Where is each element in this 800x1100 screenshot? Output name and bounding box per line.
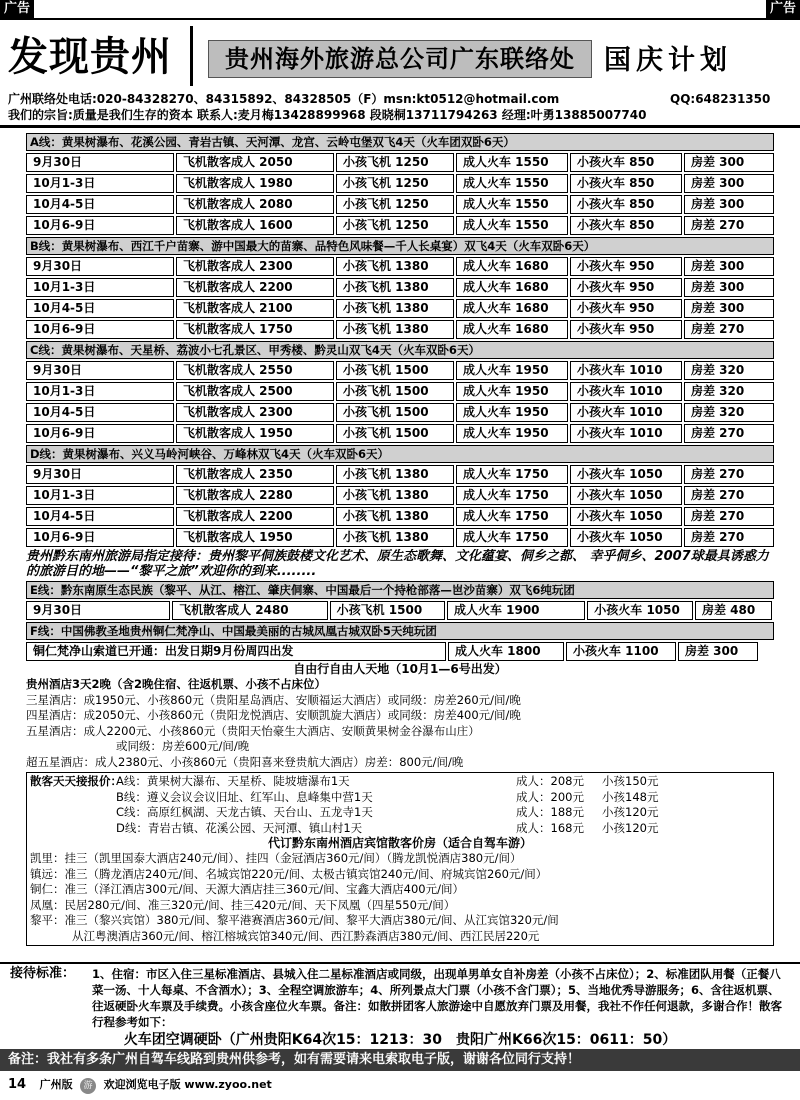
agency-title: 代订黔东南州酒店宾馆散客价房（适合自驾车游） — [267, 836, 532, 850]
price-row — [26, 486, 774, 505]
price-cell: 飞机散客成人 2300 — [176, 403, 334, 422]
price-cell: 飞机散客成人 2350 — [176, 465, 334, 484]
price-cell: 小孩火车 1050 — [570, 528, 682, 547]
price-cell: 小孩火车 1050 — [587, 601, 693, 620]
hotel-line: 超五星酒店：成人2380元、小孩860元（贵阳喜来登贵航大酒店）房差：800元/间/晚 — [26, 754, 464, 769]
price-cell: 成人火车 1680 — [456, 320, 568, 339]
guest-row — [30, 821, 770, 837]
agency-line: 从江粤澳酒店360元/间、榕江榕城宾馆340元/间、西江黔森酒店380元/间、西江民居220元 — [72, 928, 540, 943]
price-cell: 成人火车 1680 — [456, 278, 568, 297]
route-title: D线：黄果树瀑布、兴义马岭河峡谷、万峰林双飞4天（火车双卧6天） — [26, 445, 774, 463]
price-row — [26, 507, 774, 526]
price-row — [26, 361, 774, 380]
guest-adult-price: 成人：208元 — [516, 774, 584, 788]
price-cell: 10月1-3日 — [26, 174, 174, 193]
price-cell: 飞机散客成人 2200 — [176, 278, 334, 297]
agency-line: 铜仁：准三（泽江酒店300元/间、天源大酒店挂三360元/间、宝鑫大酒店400元/间） — [30, 882, 464, 896]
price-cell: 房差 270 — [684, 507, 774, 526]
price-row — [26, 216, 774, 235]
price-cell: 成人火车 1750 — [456, 486, 568, 505]
price-cell: 小孩飞机 1380 — [336, 528, 454, 547]
price-cell: 小孩火车 950 — [570, 257, 682, 276]
price-row — [26, 195, 774, 214]
price-cell: 飞机散客成人 1950 — [176, 528, 334, 547]
logo-badge-icon: 游 — [80, 1078, 96, 1094]
price-cell: 成人火车 1550 — [456, 195, 568, 214]
standards-label: 接待标准： — [10, 966, 76, 981]
price-row — [26, 299, 774, 318]
price-cell: 成人火车 1950 — [456, 424, 568, 443]
website-slogan: 欢迎浏览电子版 www.zyoo.net — [103, 1078, 272, 1091]
price-cell: 10月4-5日 — [26, 507, 174, 526]
price-cell: 房差 300 — [684, 174, 774, 193]
hotel-line: 三星酒店：成1950元、小孩860元（贵阳星岛酒店、安顺福运大酒店）或同级：房差260元/间/晚 — [26, 692, 521, 707]
price-cell: 小孩飞机 1380 — [336, 278, 454, 297]
price-cell: 成人火车 1750 — [456, 507, 568, 526]
guest-child-price: 小孩120元 — [602, 805, 659, 819]
price-cell: 房差 300 — [684, 257, 774, 276]
hotel-title: 贵州酒店3天2晚（含2晚住宿、往返机票、小孩不占床位） — [26, 677, 327, 691]
price-cell: 10月6-9日 — [26, 528, 174, 547]
contact-line-1 — [8, 91, 771, 107]
price-cell: 小孩飞机 1380 — [336, 465, 454, 484]
price-cell: 小孩飞机 1380 — [336, 320, 454, 339]
price-cell: 成人火车 1750 — [456, 465, 568, 484]
price-cell: 小孩飞机 1250 — [336, 195, 454, 214]
price-row — [26, 278, 774, 297]
price-cell: 铜仁梵净山索道已开通：出发日期9月份周四出发 — [26, 642, 446, 661]
guest-tour: C线：高原红枫湖、天龙古镇、天台山、五龙寺1天 — [116, 805, 373, 819]
price-cell: 小孩火车 850 — [570, 174, 682, 193]
guest-row — [30, 805, 770, 821]
guest-label — [30, 821, 116, 837]
price-cell: 小孩火车 950 — [570, 278, 682, 297]
guest-child-price: 小孩150元 — [602, 774, 659, 788]
price-row — [26, 320, 774, 339]
hotel-line: 五星酒店：成人2200元、小孩860元（贵阳天怡豪生大酒店、安顺黄果树金谷瀑布山庄） — [26, 723, 480, 738]
price-row — [26, 424, 774, 443]
guest-label — [30, 790, 116, 806]
free-travel-title: 自由行自由人天地（10月1—6号出发） — [293, 662, 507, 676]
price-cell: 小孩飞机 1380 — [336, 486, 454, 505]
price-cell: 房差 270 — [684, 424, 774, 443]
price-cell: 成人火车 1950 — [456, 361, 568, 380]
price-cell: 10月1-3日 — [26, 382, 174, 401]
price-cell: 房差 320 — [684, 361, 774, 380]
price-cell: 飞机散客成人 2050 — [176, 153, 334, 172]
price-cell: 小孩火车 1010 — [570, 361, 682, 380]
guest-tour: B线：遵义会议会议旧址、红军山、息峰集中营1天 — [116, 789, 373, 804]
price-row — [26, 174, 774, 193]
guest-row — [30, 790, 770, 806]
price-cell: 10月4-5日 — [26, 195, 174, 214]
guest-quote-box — [26, 772, 774, 946]
price-cell: 飞机散客成人 2100 — [176, 299, 334, 318]
guest-adult-price: 成人：188元 — [516, 805, 584, 819]
price-cell: 飞机散客成人 2550 — [176, 361, 334, 380]
price-cell: 成人火车 1950 — [456, 403, 568, 422]
price-cell: 小孩飞机 1500 — [336, 424, 454, 443]
price-cell: 小孩火车 1010 — [570, 382, 682, 401]
hotel-line: 四星酒店：成2050元、小孩860元（贵阳龙悦酒店、安顺凯旋大酒店）或同级：房差400元/间/晚 — [26, 708, 521, 722]
price-cell: 房差 270 — [684, 528, 774, 547]
route-title-f: F线：中国佛教圣地贵州铜仁梵净山、中国最美丽的古城凤凰古城双卧5天纯玩团 — [26, 622, 774, 640]
price-cell: 9月30日 — [26, 257, 174, 276]
price-cell: 成人火车 1900 — [447, 601, 585, 620]
guest-row — [30, 774, 770, 790]
contact-phones: 广州联络处电话:020-84328270、84315892、84328505（F）msn:kt0512@hotmail.com — [8, 92, 560, 106]
hotel-line: 或同级：房差600元/间/晚 — [116, 739, 250, 753]
contact-line-2: 我们的宗旨:质量是我们生存的资本 联系人:麦月梅13428899968 段晓桐13711794263 经理:叶勇13885007740 — [8, 108, 647, 122]
price-cell: 飞机散客成人 2480 — [172, 601, 328, 620]
guest-adult-price: 成人：168元 — [516, 820, 584, 835]
route-title: C线：黄果树瀑布、天星桥、荔波小七孔景区、甲秀楼、黔灵山双飞4天（火车双卧6天） — [26, 341, 774, 359]
price-cell: 小孩飞机 1500 — [336, 403, 454, 422]
price-cell: 10月1-3日 — [26, 278, 174, 297]
price-cell: 9月30日 — [26, 601, 170, 620]
price-cell: 成人火车 1550 — [456, 216, 568, 235]
price-cell: 小孩火车 950 — [570, 320, 682, 339]
price-cell: 飞机散客成人 2300 — [176, 257, 334, 276]
price-cell: 小孩飞机 1500 — [336, 382, 454, 401]
price-cell: 飞机散客成人 1750 — [176, 320, 334, 339]
guest-tour: D线：青岩古镇、花溪公园、天河潭、镇山村1天 — [116, 820, 363, 835]
price-row-e — [26, 601, 774, 620]
price-cell: 成人火车 1750 — [456, 528, 568, 547]
price-cell: 小孩飞机 1250 — [336, 153, 454, 172]
price-cell: 飞机散客成人 2200 — [176, 507, 334, 526]
standards-rule — [0, 962, 800, 964]
price-cell: 房差 300 — [684, 195, 774, 214]
price-row — [26, 382, 774, 401]
price-cell: 小孩火车 950 — [570, 299, 682, 318]
route-title-e: E线：黔东南原生态民族（黎平、从江、榕江、肇庆侗寨、中国最后一个持枪部落—岜沙苗寨）双飞6纯玩团 — [26, 581, 774, 599]
price-cell: 10月6-9日 — [26, 424, 174, 443]
agency-line: 镇远：准三（腾龙酒店240元/间、名城宾馆220元/间、太极古镇宾馆240元/间、府城宾馆260元/间） — [30, 866, 548, 881]
price-cell: 房差 270 — [684, 465, 774, 484]
price-row — [26, 153, 774, 172]
price-cell: 房差 320 — [684, 403, 774, 422]
price-cell: 飞机散客成人 2280 — [176, 486, 334, 505]
edition-label: 广州版 — [39, 1078, 73, 1091]
price-cell: 房差 300 — [684, 299, 774, 318]
page-number: 14 — [8, 1077, 27, 1092]
price-cell: 小孩火车 1050 — [570, 465, 682, 484]
price-cell: 小孩飞机 1250 — [336, 216, 454, 235]
ad-label-right: 广告 — [766, 0, 800, 18]
price-cell: 小孩火车 1050 — [570, 507, 682, 526]
price-cell: 小孩飞机 1500 — [330, 601, 445, 620]
price-cell: 成人火车 1800 — [448, 642, 564, 661]
price-cell: 成人火车 1550 — [456, 153, 568, 172]
guest-label — [30, 805, 116, 821]
standards-text: 1、住宿：市区入住三星标准酒店、县城入住二星标准酒店或同级，出现单男单女自补房差（小孩不占床位）；2、标准团队用餐（正餐八菜一汤、十人每桌、不含酒水）；3、全程空调旅游车；4、所列景点大门票（小孩不含门票）；5、当地优秀导游服务；6、含往返机票、往返硬卧火车票及手续费。小孩含座位火车票。备注：如散拼团客人旅游途中自愿放弃门票及用餐，我社不作任何退款，多谢合作！散客行程参考如下： — [92, 967, 782, 1029]
train-info: 火车团空调硬卧（广州贵阳K64次15：1213：30 贵阳广州K66次15：0611：50） — [123, 1032, 677, 1048]
price-cell: 10月4-5日 — [26, 299, 174, 318]
price-cell: 小孩火车 850 — [570, 195, 682, 214]
agency-line: 凤凰：民居280元/间、准三320元/间、挂三420元/间、天下凤凰（四星550元/间） — [30, 897, 456, 912]
price-cell: 飞机散客成人 1980 — [176, 174, 334, 193]
price-cell: 房差 480 — [695, 601, 772, 620]
route-title: B线：黄果树瀑布、西江千户苗寨、游中国最大的苗寨、品特色风味餐—千人长桌宴）双飞4天（火车双卧6天） — [26, 237, 774, 255]
guest-child-price: 小孩148元 — [602, 789, 659, 804]
ad-label-left: 广告 — [0, 0, 34, 18]
price-cell: 小孩火车 850 — [570, 153, 682, 172]
price-cell: 飞机散客成人 2080 — [176, 195, 334, 214]
service-standards — [10, 966, 790, 1030]
price-row — [26, 403, 774, 422]
price-row-f — [26, 642, 774, 661]
price-cell: 小孩火车 1010 — [570, 403, 682, 422]
price-cell: 房差 320 — [684, 382, 774, 401]
price-cell: 10月6-9日 — [26, 320, 174, 339]
brand-title: 发现贵州 — [8, 33, 172, 80]
price-cell: 小孩火车 850 — [570, 216, 682, 235]
contact-qq: QQ:648231350 — [670, 92, 771, 106]
plan-title: 国庆计划 — [604, 45, 732, 76]
price-cell: 飞机散客成人 1950 — [176, 424, 334, 443]
price-cell: 小孩飞机 1250 — [336, 174, 454, 193]
guest-adult-price: 成人：200元 — [516, 789, 584, 804]
price-cell: 房差 300 — [684, 278, 774, 297]
price-cell: 成人火车 1950 — [456, 382, 568, 401]
price-cell: 9月30日 — [26, 361, 174, 380]
price-cell: 房差 300 — [678, 642, 758, 661]
price-cell: 成人火车 1680 — [456, 257, 568, 276]
header-rule — [0, 125, 800, 128]
price-cell: 小孩飞机 1500 — [336, 361, 454, 380]
agency-line: 黎平：准三（黎兴宾馆）380元/间、黎平港赛酒店360元/间、黎平大酒店380元/间、从江宾馆320元/间 — [30, 913, 559, 927]
price-cell: 10月4-5日 — [26, 403, 174, 422]
price-row — [26, 257, 774, 276]
route-title: A线：黄果树瀑布、花溪公园、青岩古镇、天河潭、龙宫、云岭屯堡双飞4天（火车团双卧6天） — [26, 133, 774, 151]
price-cell: 10月1-3日 — [26, 486, 174, 505]
promo-text: 贵州黔东南州旅游局指定接待：贵州黎平侗族鼓楼文化艺术、原生态歌舞、文化蕴宴、侗乡之都、 幸乎侗乡、2007球最具诱惑力的旅游目的地——“黎平之旅”欢迎你的到来........ — [26, 549, 769, 579]
top-rule — [0, 18, 800, 20]
price-cell: 房差 270 — [684, 486, 774, 505]
page-footer — [8, 1077, 272, 1094]
price-cell: 房差 300 — [684, 153, 774, 172]
price-cell: 成人火车 1680 — [456, 299, 568, 318]
price-cell: 小孩火车 1010 — [570, 424, 682, 443]
price-row — [26, 465, 774, 484]
brand-divider — [190, 26, 193, 86]
price-cell: 10月6-9日 — [26, 216, 174, 235]
price-cell: 小孩飞机 1380 — [336, 257, 454, 276]
agency-line: 凯里：挂三（凯里国泰大酒店240元/间）、挂四（金冠酒店360元/间）（腾龙凯悦酒店380元/间） — [30, 851, 522, 865]
price-cell: 小孩飞机 1380 — [336, 507, 454, 526]
price-cell: 房差 270 — [684, 320, 774, 339]
company-name: 贵州海外旅游总公司广东联络处 — [208, 40, 592, 78]
guest-tour: A线：黄果树大瀑布、天星桥、陡坡塘瀑布1天 — [116, 774, 350, 788]
price-cell: 小孩飞机 1380 — [336, 299, 454, 318]
footer-note: 备注：我社有多条广州自驾车线路到贵州供参考，如有需要请来电索取电子版，谢谢各位同行支持！ — [0, 1049, 800, 1071]
price-cell: 房差 270 — [684, 216, 774, 235]
guest-label: 散客天天接报价： — [30, 774, 122, 788]
price-cell: 小孩火车 1100 — [566, 642, 676, 661]
price-cell: 小孩火车 1050 — [570, 486, 682, 505]
price-row — [26, 528, 774, 547]
price-cell: 9月30日 — [26, 465, 174, 484]
guest-child-price: 小孩120元 — [602, 820, 659, 835]
price-cell: 飞机散客成人 1600 — [176, 216, 334, 235]
main-content — [26, 131, 774, 946]
price-cell: 飞机散客成人 2500 — [176, 382, 334, 401]
price-cell: 成人火车 1550 — [456, 174, 568, 193]
price-cell: 9月30日 — [26, 153, 174, 172]
